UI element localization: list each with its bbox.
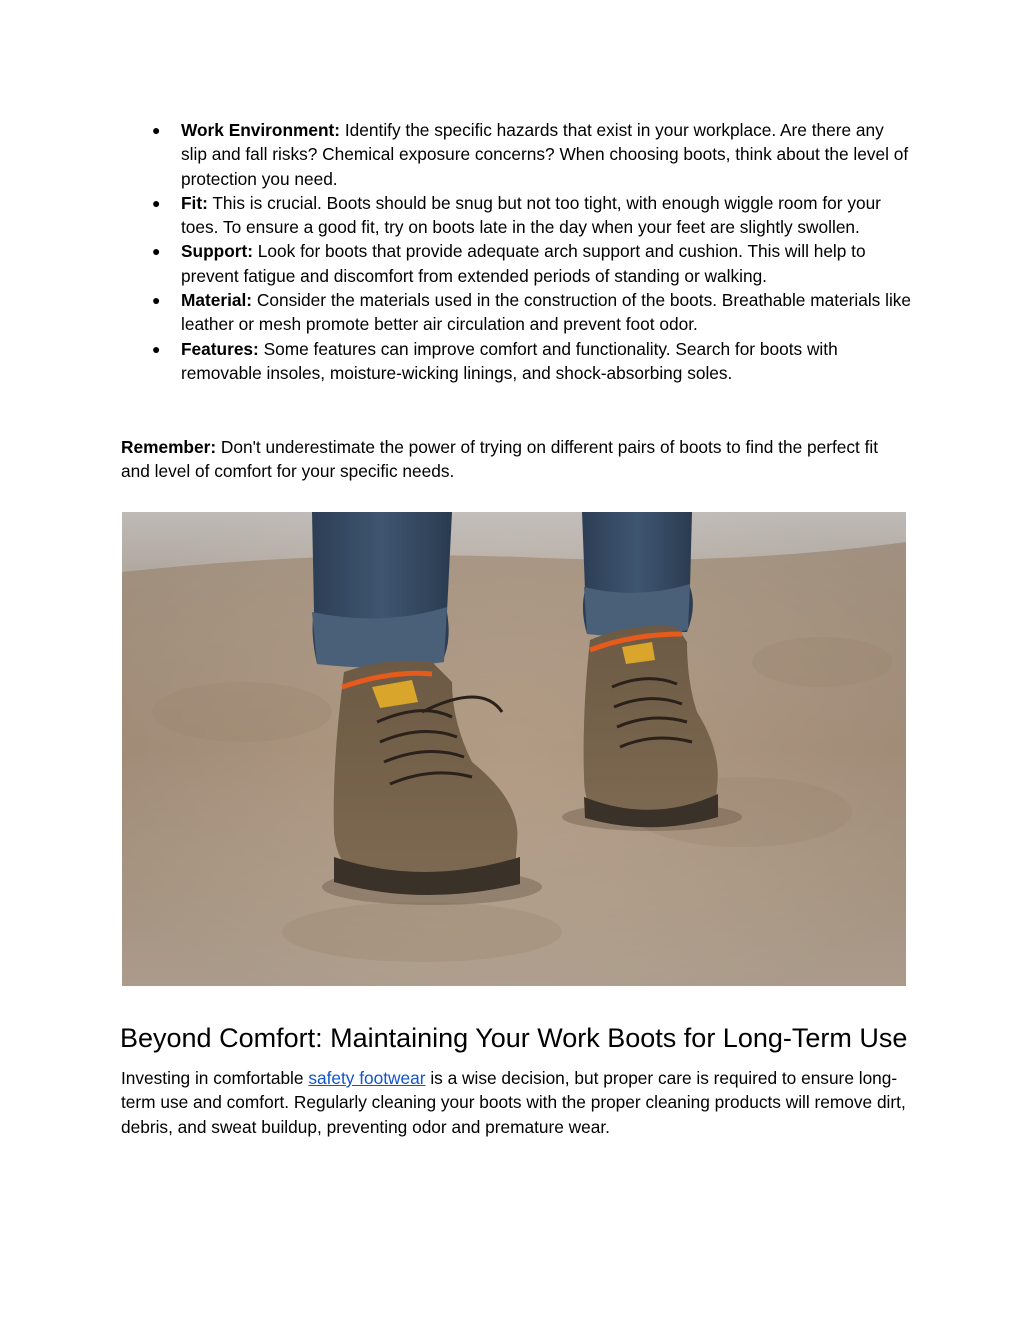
item-text: Consider the materials used in the construction of the boots. Breathable materials like leather or mesh promote better air circulation and prevent foot odor. [181, 290, 912, 335]
safety-footwear-link[interactable]: safety footwear [308, 1068, 426, 1088]
remember-paragraph [121, 435, 911, 484]
bullet-icon: ● [152, 340, 161, 357]
bullet-icon: ● [152, 292, 161, 309]
item-label: Features: [181, 338, 259, 359]
item-text: Some features can improve comfort and functionality. Search for boots with removable insoles, moisture-wicking linings, and shock-absorbing soles. [181, 338, 838, 383]
bullet-icon: ● [152, 194, 161, 211]
bullet-icon: ● [152, 243, 161, 260]
item-label: Support: [181, 241, 253, 262]
item-label: Material: [181, 290, 253, 311]
item-label: Work Environment: [181, 120, 341, 140]
para-text-after-link: is a wise decision, but proper care is required to ensure long-term use and comfort. Regularly cleaning your boots with the proper cleaning products will remove dirt, debris, and sweat buildup, preventing odor and premature wear. [121, 1068, 906, 1137]
section-heading: Beyond Comfort: Maintaining Your Work Boots for Long-Term Use [120, 1023, 908, 1053]
bullet-icon: ● [152, 122, 161, 138]
body-paragraph [121, 1066, 911, 1139]
remember-label: Remember: [121, 437, 217, 457]
list-item [152, 288, 912, 337]
list-item [152, 239, 912, 288]
item-text: Identify the specific hazards that exist in your workplace. Are there any slip and fall risks? Chemical exposure concerns? When choosing boots, think about the level of protection you need. [181, 120, 909, 189]
list-item [152, 191, 912, 240]
item-label: Fit: [181, 192, 208, 213]
list-item [152, 337, 912, 386]
item-text: This is crucial. Boots should be snug but not too tight, with enough wiggle room for your toes. To ensure a good fit, try on boots late in the day when your feet are slightly swollen. [181, 192, 881, 238]
list-item [152, 118, 912, 191]
bullet-list [152, 118, 912, 385]
para-text-before-link: Investing in comfortable [121, 1068, 309, 1088]
remember-text: Don't underestimate the power of trying on different pairs of boots to find the perfect fit and level of comfort for your specific needs. [121, 437, 879, 482]
work-boots-photo [122, 512, 906, 986]
item-text: Look for boots that provide adequate arch support and cushion. This will help to prevent fatigue and discomfort from extended periods of standing or walking. [181, 241, 866, 286]
